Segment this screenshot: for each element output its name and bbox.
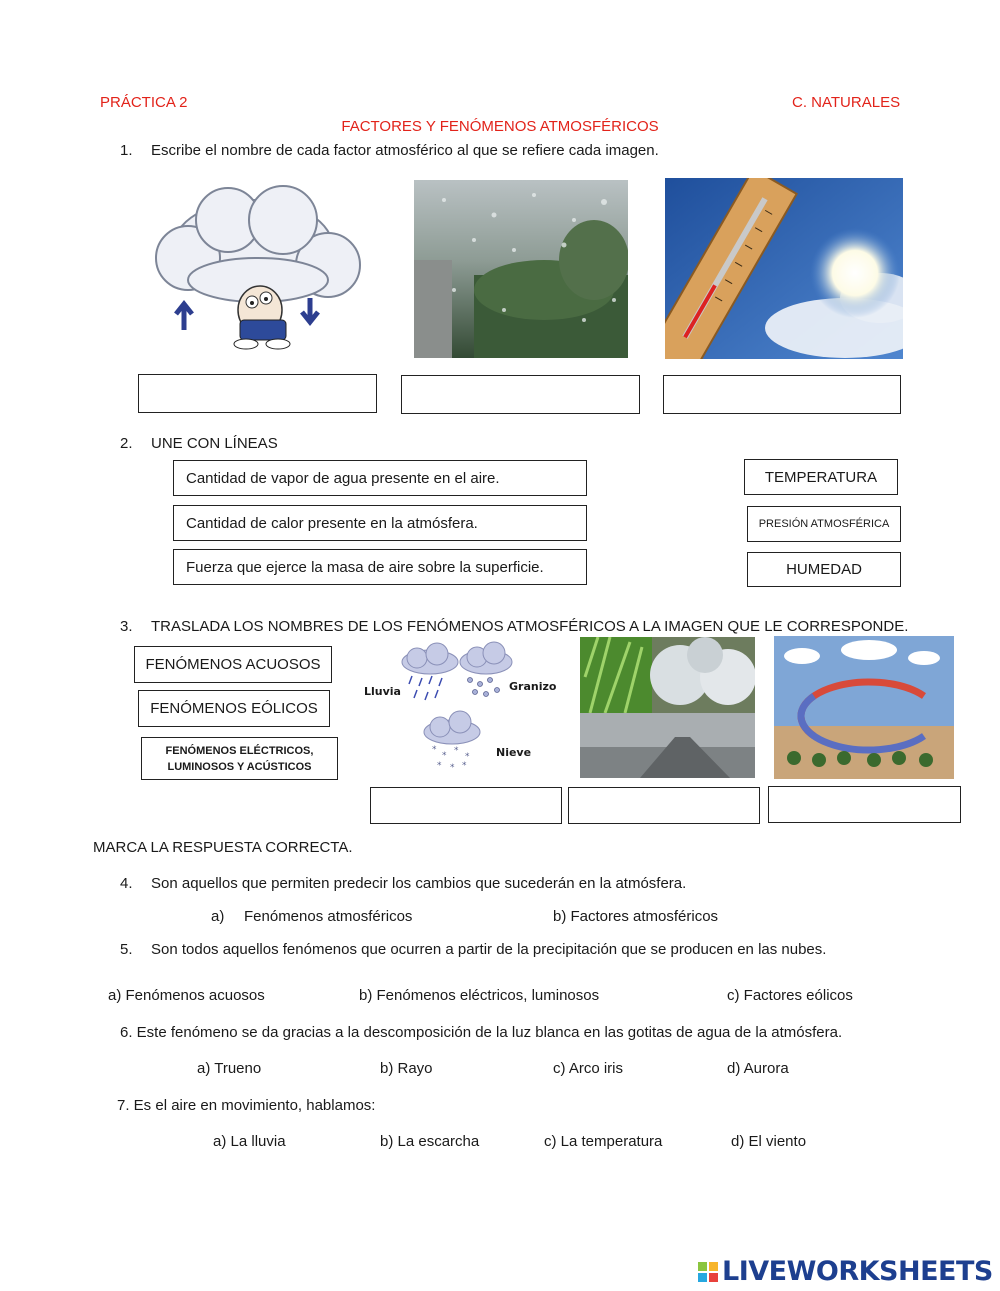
q7-text: 7. Es el aire en movimiento, hablamos: <box>117 1097 376 1114</box>
svg-text:*: * <box>432 745 437 755</box>
q5-number: 5. <box>120 941 133 958</box>
match-right-item[interactable]: HUMEDAD <box>747 552 901 587</box>
practice-label: PRÁCTICA 2 <box>100 94 188 111</box>
subject-label: C. NATURALES <box>792 94 901 111</box>
q3-answer-input-3[interactable] <box>768 786 961 823</box>
pressure-cloud-image <box>148 180 366 350</box>
q4-number: 4. <box>120 875 133 892</box>
q4-option-b[interactable]: b) Factores atmosféricos <box>553 908 719 925</box>
svg-text:*: * <box>465 752 470 762</box>
section-heading-marca: MARCA LA RESPUESTA CORRECTA. <box>93 839 353 856</box>
q6-option-b[interactable]: b) Rayo <box>380 1060 433 1077</box>
match-right-item[interactable]: TEMPERATURA <box>744 459 898 495</box>
drag-option-electricos-line2: LUMINOSOS Y ACÚSTICOS <box>167 760 312 773</box>
q7-option-a[interactable]: a) La lluvia <box>213 1133 286 1150</box>
svg-text:*: * <box>462 761 467 771</box>
q3-number: 3. <box>120 618 133 635</box>
q1-answer-input-1[interactable] <box>138 374 377 413</box>
q5-option-a[interactable]: a) Fenómenos acuosos <box>108 987 265 1004</box>
svg-text:*: * <box>442 751 447 761</box>
match-right-item[interactable]: PRESIÓN ATMOSFÉRICA <box>747 506 901 542</box>
img-label-lluvia: Lluvia <box>364 685 401 698</box>
q7-option-d[interactable]: d) El viento <box>731 1133 807 1150</box>
liveworksheets-logo <box>698 1256 993 1287</box>
q5-option-c[interactable]: c) Factores eólicos <box>727 987 853 1004</box>
drag-option-electricos[interactable] <box>141 737 338 780</box>
svg-text:*: * <box>450 763 455 773</box>
svg-text:*: * <box>437 761 442 771</box>
q6-option-c[interactable]: c) Arco iris <box>553 1060 624 1077</box>
q1-answer-input-2[interactable] <box>401 375 640 414</box>
q1-text: Escribe el nombre de cada factor atmosférico al que se refiere cada imagen. <box>151 142 659 159</box>
img-label-nieve: Nieve <box>496 746 532 759</box>
svg-text:*: * <box>454 746 459 756</box>
q1-answer-input-3[interactable] <box>663 375 901 414</box>
match-left-item[interactable]: Cantidad de vapor de agua presente en el aire. <box>173 460 587 496</box>
precipitation-image <box>362 640 558 780</box>
drag-option-electricos-line1: FENÓMENOS ELÉCTRICOS, <box>165 744 314 757</box>
q7-option-c[interactable]: c) La temperatura <box>544 1133 663 1150</box>
logo-mark-icon <box>698 1262 718 1282</box>
q4-option-a[interactable]: Fenómenos atmosféricos <box>244 908 413 925</box>
page-title: FACTORES Y FENÓMENOS ATMOSFÉRICOS <box>341 118 659 135</box>
drag-option-eolicos[interactable]: FENÓMENOS EÓLICOS <box>138 690 330 727</box>
logo-text: LIVEWORKSHEETS <box>722 1256 993 1287</box>
q6-text: 6. Este fenómeno se da gracias a la descomposición de la luz blanca en las gotitas de agua de la atmósfera. <box>120 1024 843 1041</box>
rain-window-image <box>414 180 628 358</box>
q3-answer-input-2[interactable] <box>568 787 760 824</box>
q6-option-d[interactable]: d) Aurora <box>727 1060 789 1077</box>
q4-text: Son aquellos que permiten predecir los cambios que sucederán en la atmósfera. <box>151 875 687 892</box>
q4-option-a-letter[interactable]: a) <box>211 908 225 925</box>
drag-option-acuosos[interactable]: FENÓMENOS ACUOSOS <box>134 646 332 683</box>
q1-number: 1. <box>120 142 133 159</box>
img-label-granizo: Granizo <box>509 680 557 693</box>
match-left-item[interactable]: Fuerza que ejerce la masa de aire sobre la superficie. <box>173 549 587 585</box>
q2-number: 2. <box>120 435 133 452</box>
dew-frost-fog-image <box>580 637 755 778</box>
q5-text: Son todos aquellos fenómenos que ocurren a partir de la precipitación que se producen en las nubes. <box>151 941 827 958</box>
match-left-item[interactable]: Cantidad de calor presente en la atmósfera. <box>173 505 587 541</box>
q6-option-a[interactable]: a) Trueno <box>197 1060 262 1077</box>
q2-text: UNE CON LÍNEAS <box>151 435 278 452</box>
thermometer-sun-image <box>665 178 903 359</box>
wind-circulation-image <box>774 636 954 779</box>
q3-text: TRASLADA LOS NOMBRES DE LOS FENÓMENOS ATMOSFÉRICOS A LA IMAGEN QUE LE CORRESPONDE. <box>151 618 909 635</box>
q3-answer-input-1[interactable] <box>370 787 562 824</box>
q5-option-b[interactable]: b) Fenómenos eléctricos, luminosos <box>359 987 600 1004</box>
q7-option-b[interactable]: b) La escarcha <box>380 1133 480 1150</box>
